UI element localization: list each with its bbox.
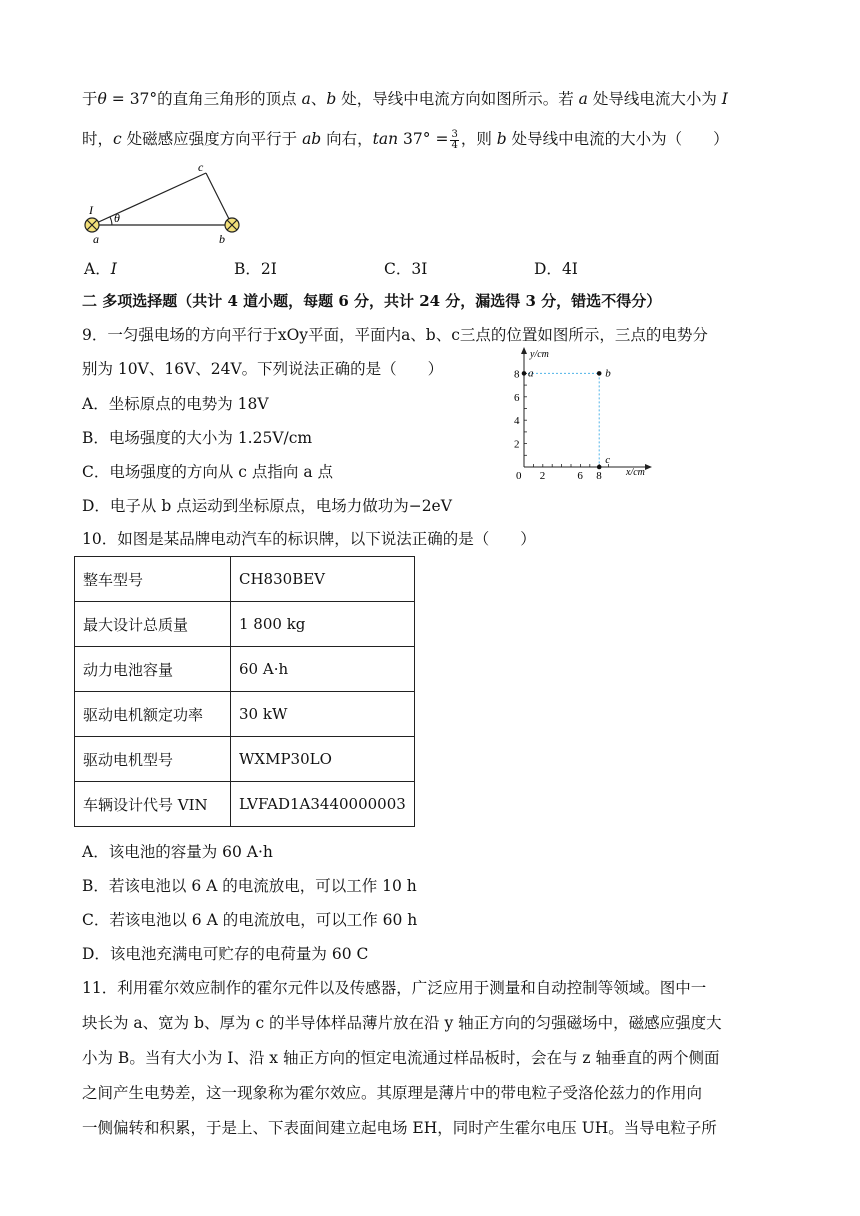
label-theta: θ [114,211,120,225]
y-tick-label: 6 [514,391,520,404]
x-tick-label: 2 [539,470,546,482]
table-row [75,557,415,602]
q10-option-b[interactable]: B．若该电池以 6 A 的电流放电，可以工作 10 h [82,877,417,895]
wire-b-current-into-page-icon [225,218,239,232]
q9-stem-line-2: 别为 10V、16V、24V。下列说法正确的是（ ） [82,360,444,378]
section-2-heading: 二 多项选择题（共计 4 道小题，每题 6 分，共计 24 分，漏选得 3 分，错选不得分） [82,292,662,310]
y-tick-label: 4 [514,415,520,428]
q8-option-a[interactable]: A．I [84,260,117,278]
table-cell-value: 60 A·h [231,647,415,692]
q8-option-b[interactable]: B．2I [234,260,277,278]
q9-option-b[interactable]: B．电场强度的大小为 1.25V/cm [82,429,313,447]
point-c [597,465,602,470]
point-label-b: b [605,367,611,380]
q11-line-4: 之间产生电势差，这一现象称为霍尔效应。其原理是薄片中的带电粒子受洛伦兹力的作用向 [82,1084,703,1102]
table-row [75,692,415,737]
q10-stem: 10．如图是某品牌电动汽车的标识牌，以下说法正确的是（ ） [82,530,536,548]
x-axis-label: x/cm [626,467,645,478]
label-I: I [89,203,93,217]
label-a: a [93,232,99,246]
vehicle-label-table [74,556,415,827]
table-row [75,782,415,827]
y-tick-label: 2 [514,438,520,451]
q9-option-a[interactable]: A．坐标原点的电势为 18V [82,395,269,413]
table-cell-value: WXMP30LO [231,737,415,782]
q10-option-d[interactable]: D．该电池充满电可贮存的电荷量为 60 C [82,945,369,963]
q8-option-c[interactable]: C．3I [384,260,428,278]
q9-option-d[interactable]: D．电子从 b 点运动到坐标原点，电场力做功为−2eV [82,497,452,515]
table-cell-key: 驱动电机额定功率 [75,692,231,737]
label-b: b [219,232,225,246]
table-cell-key: 动力电池容量 [75,647,231,692]
fraction-3-4: $\frac{3}{4}$ [451,128,458,151]
q10-option-c[interactable]: C．若该电池以 6 A 的电流放电，可以工作 60 h [82,911,418,929]
q8-stem-line-1: 于θ = 37°的直角三角形的顶点 a、b 处，导线中电流方向如图所示。若 a 处导线电流大小为 I [82,90,728,108]
point-b [597,371,602,376]
point-label-c: c [605,454,611,466]
y-axis-arrow-icon [521,347,527,354]
table-row [75,602,415,647]
table-cell-key: 整车型号 [75,557,231,602]
q11-line-2: 块长为 a、宽为 b、厚为 c 的半导体样品薄片放在沿 y 轴正方向的匀强磁场中，磁感应强度大 [82,1014,722,1032]
y-axis-label: y/cm [530,349,549,360]
q8-stem-line-2: 时，c 处磁感应强度方向平行于 ab 向右，tan 37° = $\frac{3}{4}$ ，则 b 处导线中电流的大小为（ ） [82,128,729,151]
q8-triangle-figure [78,158,258,250]
x-tick-label: 0 [516,470,522,482]
x-tick-label: 8 [596,470,602,482]
table-row [75,737,415,782]
table-cell-value: LVFAD1A3440000003 [231,782,415,827]
x-axis-arrow-icon [645,464,652,470]
q9-option-c[interactable]: C．电场强度的方向从 c 点指向 a 点 [82,463,333,481]
table-row [75,647,415,692]
label-c: c [198,160,204,174]
q9-stem-line-1: 9．一匀强电场的方向平行于xOy平面，平面内a、b、c三点的位置如图所示，三点的电势分 [82,326,708,344]
q9-coordinate-chart [505,345,665,487]
wire-a-current-into-page-icon [85,218,99,232]
table-cell-key: 驱动电机型号 [75,737,231,782]
table-cell-key: 最大设计总质量 [75,602,231,647]
table-cell-value: 30 kW [231,692,415,737]
x-tick-label: 6 [577,470,583,482]
q11-line-5: 一侧偏转和积累，于是上、下表面间建立起电场 EH，同时产生霍尔电压 UH。当导电粒子所 [82,1119,717,1137]
table-cell-key: 车辆设计代号 VIN [75,782,231,827]
q10-option-a[interactable]: A．该电池的容量为 60 A·h [82,843,273,861]
q11-line-3: 小为 B。当有大小为 I、沿 x 轴正方向的恒定电流通过样品板时，会在与 z 轴垂直的两个侧面 [82,1049,720,1067]
y-tick-label: 8 [514,368,520,381]
point-a [522,371,527,376]
table-cell-value: 1 800 kg [231,602,415,647]
q11-line-1: 11．利用霍尔效应制作的霍尔元件以及传感器，广泛应用于测量和自动控制等领域。图中一 [82,979,707,997]
table-cell-value: CH830BEV [231,557,415,602]
point-label-a: a [528,367,534,380]
q8-option-d[interactable]: D．4I [534,260,578,278]
